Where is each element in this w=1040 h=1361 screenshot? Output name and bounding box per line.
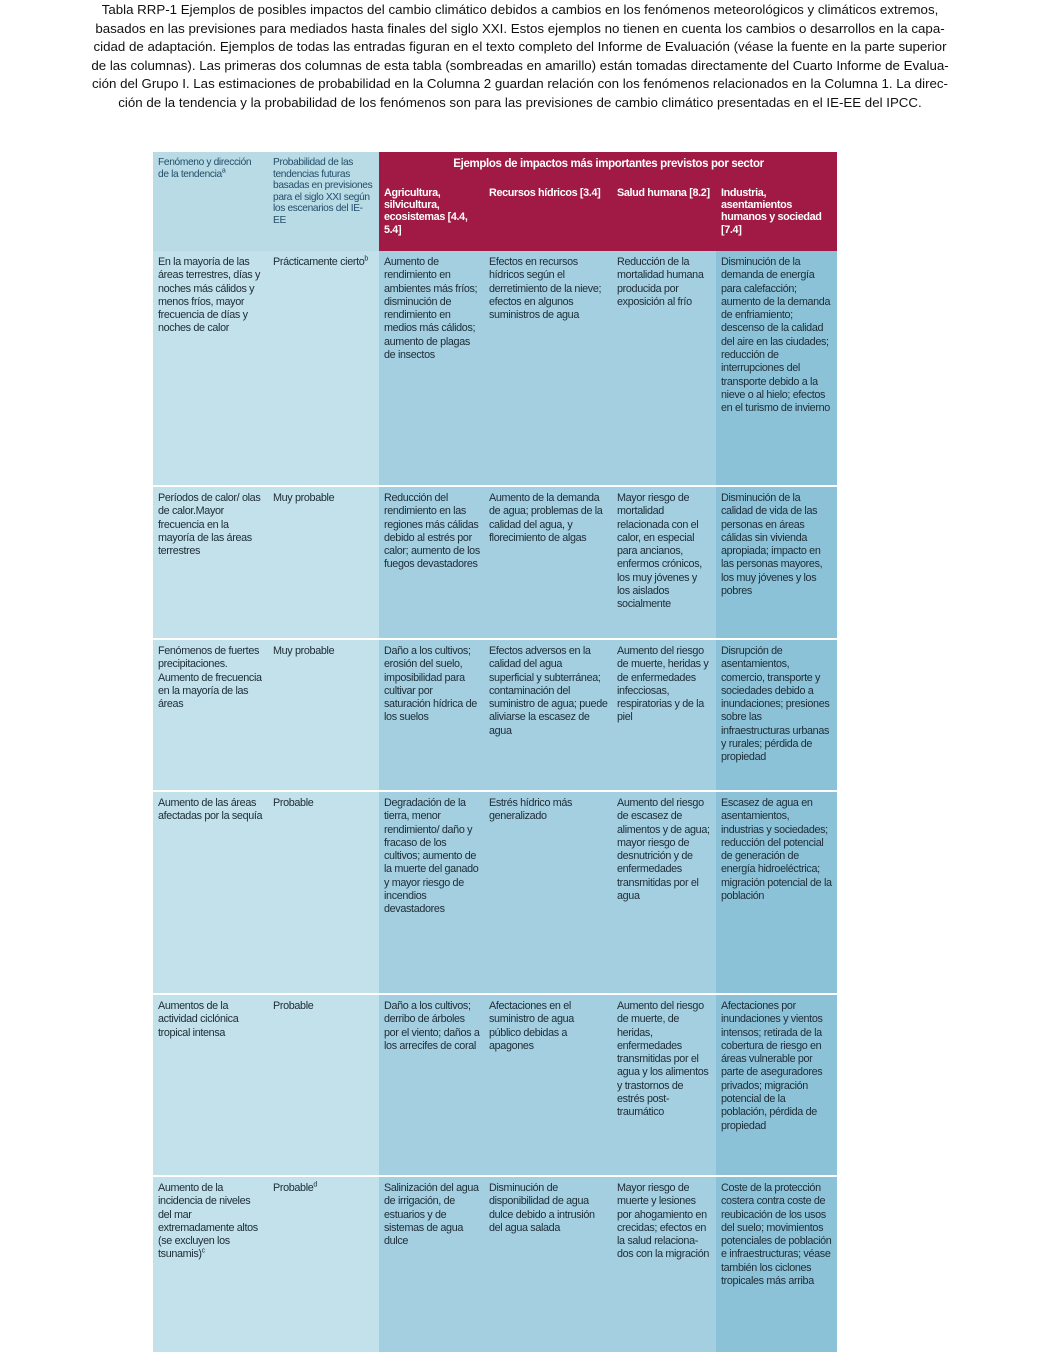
footnote-marker: d xyxy=(313,1181,317,1189)
phenomenon-cell xyxy=(153,791,268,994)
header-likelihood: Probabilidad de las tendencias futuras basadas en previsiones para el siglo XXI según los escenarios del IE-EE xyxy=(268,152,379,251)
impact-agriculture-cell: Daño a los cultivos; derribo de árboles por el viento; daños a los arrecifes de coral xyxy=(379,994,484,1176)
phenomenon-cell xyxy=(153,251,268,486)
table-row xyxy=(153,251,837,486)
impact-water-cell: Efectos en recursos hídricos según el derretimiento de la nieve; efectos en algunos suministros de agua xyxy=(484,251,612,486)
caption-line: Tabla RRP-1 Ejemplos de posibles impactos del cambio climático debidos a cambios en los fenómenos meteorológicos y climáticos extremos, xyxy=(101,2,939,17)
impact-water-cell: Estrés hídrico más generalizado xyxy=(484,791,612,994)
header-sector-industry: Industria, asentamientos humanos y sociedad [7.4] xyxy=(716,182,837,251)
table-header-row xyxy=(153,152,837,182)
phenomenon-text: Períodos de calor/ olas de calor.Mayor frecuencia en la mayoría de las áreas terrestres xyxy=(158,492,261,558)
table-row xyxy=(153,994,837,1176)
likelihood-cell xyxy=(268,486,379,639)
impact-water-cell: Efectos adversos en la calidad del agua superficial y subterránea; contaminación del suministro de agua; puede aliviarse la escasez de agua xyxy=(484,639,612,791)
impact-agriculture-cell: Degradación de la tierra, menor rendimiento/ daño y fracaso de los cultivos; aumento de la muerte del ganado y mayor riesgo de incendios devastadores xyxy=(379,791,484,994)
impact-health-cell: Aumento del riesgo de escasez de alimentos y de agua; mayor riesgo de desnutrición y de enfermedades transmitidas por el agua xyxy=(612,791,716,994)
likelihood-text: Muy probable xyxy=(273,492,335,504)
header-phenomenon xyxy=(153,152,268,251)
impact-industry-cell: Coste de la protección costera contra coste de reubicación de los usos del suelo; movimientos potenciales de población e infraestructuras; véase también los ciclones tropicales más arriba xyxy=(716,1176,837,1352)
caption-line: ción del Grupo I. Las estimaciones de probabilidad en la Columna 2 guardan relación con los fenómenos relacionados en la Columna 1. La direc- xyxy=(92,76,948,92)
likelihood-text: Probable xyxy=(273,1000,314,1012)
phenomenon-text: Fenómenos de fuertes precipitaciones. Aumento de frecuencia en la mayoría de las áreas xyxy=(158,645,262,711)
phenomenon-text: Aumentos de la actividad ciclónica tropical intensa xyxy=(158,1000,239,1039)
impact-water-cell: Disminución de disponibilidad de agua dulce debido a intrusión del agua salada xyxy=(484,1176,612,1352)
impact-agriculture-cell: Aumento de rendimiento en ambientes más fríos; disminución de rendimiento en medios más cálidos; aumento de plagas de insectos xyxy=(379,251,484,486)
likelihood-cell xyxy=(268,791,379,994)
likelihood-text: Probable xyxy=(273,1182,314,1194)
phenomenon-cell xyxy=(153,639,268,791)
likelihood-cell xyxy=(268,994,379,1176)
likelihood-cell xyxy=(268,251,379,486)
impact-water-cell: Aumento de la demanda de agua; problemas de la calidad del agua, y florecimiento de algas xyxy=(484,486,612,639)
table-row xyxy=(153,639,837,791)
impact-industry-cell: Disminución de la calidad de vida de las personas en áreas cálidas sin vivienda apropiada; impacto en las personas mayores, los muy jóvenes y los pobres xyxy=(716,486,837,639)
likelihood-cell xyxy=(268,639,379,791)
header-sector-agriculture: Agricultura, silvicultura, ecosistemas [4.4, 5.4] xyxy=(379,182,484,251)
caption-line: ción de la tendencia y la probabilidad de los fenómenos son para las previsiones de cambio climático presentadas en el IE-EE del IPCC. xyxy=(118,94,922,110)
impact-industry-cell: Escasez de agua en asentamientos, industrias y sociedades; reducción del potencial de generación de energía hidroeléctrica; migración potencial de la población xyxy=(716,791,837,994)
impact-health-cell: Aumento del riesgo de muerte, heridas y de enfermedades infecciosas, respiratorias y de la piel xyxy=(612,639,716,791)
phenomenon-text: En la mayoría de las áreas terrestres, días y noches más cálidos y menos fríos, mayor frecuencia de días y noches de calor xyxy=(158,256,261,335)
caption-line: cidad de adaptación. Ejemplos de todas las entradas figuran en el texto completo del Informe de Evaluación (véase la fuente en la parte superior xyxy=(93,39,947,55)
table-row xyxy=(153,486,837,639)
phenomenon-cell xyxy=(153,486,268,639)
header-sector-water: Recursos hídricos [3.4] xyxy=(484,182,612,251)
impact-health-cell: Reducción de la mortalidad humana producida por exposición al frío xyxy=(612,251,716,486)
likelihood-text: Muy probable xyxy=(273,645,335,657)
header-sector-health: Salud humana [8.2] xyxy=(612,182,716,251)
impact-health-cell: Mayor riesgo de muerte y lesiones por ahogamiento en crecidas; efectos en la salud relaciona- dos con la migración xyxy=(612,1176,716,1352)
footnote-marker: a xyxy=(221,167,226,175)
table-row xyxy=(153,791,837,994)
caption-line: basados en las previsiones para mediados hasta finales del siglo XXI. Estos ejemplos no tienen en cuenta los cambios o desarrollos en la capa- xyxy=(95,20,945,36)
footnote-marker: c xyxy=(201,1247,205,1255)
phenomenon-text: Aumento de las áreas afectadas por la sequía xyxy=(158,797,263,823)
table-caption xyxy=(0,0,1040,113)
header-phenomenon-text: Fenómeno y dirección de la tendencia xyxy=(158,157,252,180)
phenomenon-text: Aumento de la incidencia de niveles del mar extremadamente altos (se excluyen los tsunamis) xyxy=(158,1182,258,1261)
impact-health-cell: Aumento del riesgo de muerte, de heridas, enfermedades transmitidas por el agua y los alimentos y trastornos de estrés post- traumático xyxy=(612,994,716,1176)
impact-water-cell: Afectaciones en el suministro de agua público debidas a apagones xyxy=(484,994,612,1176)
impact-agriculture-cell: Reducción del rendimiento en las regiones más cálidas debido al estrés por calor; aumento de los fuegos devastadores xyxy=(379,486,484,639)
likelihood-cell xyxy=(268,1176,379,1352)
phenomenon-cell xyxy=(153,994,268,1176)
table-row xyxy=(153,1176,837,1352)
impact-industry-cell: Disminución de la demanda de energía para calefacción; aumento de la demanda de enfriamiento; descenso de la calidad del aire en las ciudades; reducción de interrupciones del transporte debido a la nieve o al hielo; efectos en el turismo de invierno xyxy=(716,251,837,486)
impact-industry-cell: Disrupción de asentamientos, comercio, transporte y sociedades debido a inundaciones; presiones sobre las infraestructuras urbanas y rurales; pérdida de propiedad xyxy=(716,639,837,791)
impact-health-cell: Mayor riesgo de mortalidad relacionada con el calor, en especial para ancianos, enfermos crónicos, los muy jóvenes y los aislados socialmente xyxy=(612,486,716,639)
caption-line: de las columnas). Las primeras dos columnas de esta tabla (sombreadas en amarillo) están tomadas directamente del Cuarto Informe de Evalua- xyxy=(91,57,949,73)
likelihood-text: Prácticamente cierto xyxy=(273,256,365,268)
phenomenon-cell xyxy=(153,1176,268,1352)
impact-agriculture-cell: Daño a los cultivos; erosión del suelo, imposibilidad para cultivar por saturación hídrica de los suelos xyxy=(379,639,484,791)
impacts-table xyxy=(153,152,837,1352)
footnote-marker: b xyxy=(364,255,368,263)
impact-industry-cell: Afectaciones por inundaciones y vientos intensos; retirada de la cobertura de riesgo en áreas vulnerable por parte de aseguradores privados; migración potencial de la población, pérdida de propiedad xyxy=(716,994,837,1176)
header-impacts: Ejemplos de impactos más importantes previstos por sector xyxy=(379,152,837,182)
impact-agriculture-cell: Salinización del agua de irrigación, de estuarios y de sistemas de agua dulce xyxy=(379,1176,484,1352)
likelihood-text: Probable xyxy=(273,797,314,809)
